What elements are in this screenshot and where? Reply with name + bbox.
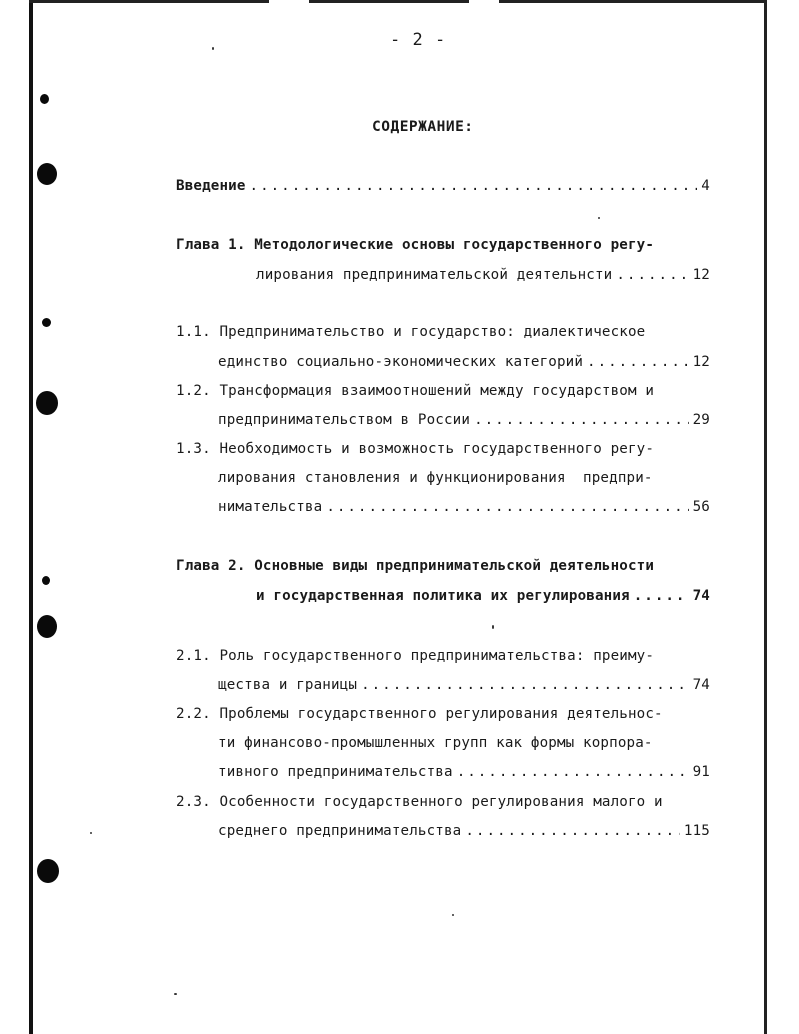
toc-leader-dots [361, 677, 689, 693]
toc-entry-chapter2 [256, 588, 710, 604]
toc-entry-s1-1 [218, 354, 710, 370]
page-edge-right [764, 0, 767, 1034]
binder-mark [42, 576, 50, 585]
toc-s1-3-line1: 1.3. Необходимость и возможность государственного регу- [176, 441, 655, 457]
toc-s1-1-page: 12 [692, 354, 710, 370]
toc-s1-3-line3: нимательства [218, 499, 323, 515]
toc-chapter2-line2: и государственная политика их регулирования [256, 588, 630, 604]
toc-s2-1-page: 74 [692, 677, 710, 693]
scan-speck [492, 625, 494, 629]
toc-s1-3-page: 56 [692, 499, 710, 515]
toc-leader-dots [250, 178, 698, 194]
toc-s2-1-line1: 2.1. Роль государственного предпринимательства: преиму- [176, 648, 655, 664]
toc-leader-dots [634, 588, 689, 604]
binder-mark [40, 94, 49, 104]
toc-leader-dots [587, 354, 689, 370]
toc-chapter2-page: 74 [692, 588, 710, 604]
toc-entry-chapter1 [256, 267, 710, 283]
toc-entry-s1-3 [218, 499, 710, 515]
scan-speck [452, 914, 454, 916]
toc-s1-1-line1: 1.1. Предпринимательство и государство: диалектическое [176, 324, 646, 340]
binder-hole [37, 859, 59, 883]
scan-speck [598, 217, 600, 219]
toc-s2-3-line2: среднего предпринимательства [218, 823, 462, 839]
toc-chapter1-line1: Глава 1. Методологические основы государственного регу- [176, 237, 655, 253]
scan-speck [174, 993, 177, 995]
toc-entry-intro [176, 178, 710, 194]
page-edge-left [29, 0, 33, 1034]
toc-leader-dots [465, 823, 680, 839]
toc-intro-page: 4 [701, 178, 710, 194]
binder-hole [37, 615, 57, 638]
scan-speck [212, 47, 214, 50]
toc-s2-3-line1: 2.3. Особенности государственного регулирования малого и [176, 794, 663, 810]
toc-s1-3-line2: лирования становления и функционирования предпри- [218, 470, 653, 486]
toc-intro-label: Введение [176, 178, 246, 194]
page-edge-top [29, 0, 767, 3]
toc-entry-s2-2 [218, 764, 710, 780]
toc-entry-s2-3 [218, 823, 710, 839]
toc-s2-3-page: 115 [683, 823, 710, 839]
toc-s2-2-page: 91 [692, 764, 710, 780]
toc-leader-dots [326, 499, 688, 515]
toc-s1-2-line2: предпринимательством в России [218, 412, 471, 428]
toc-entry-s1-2 [218, 412, 710, 428]
toc-chapter2-line1: Глава 2. Основные виды предпринимательской деятельности [176, 558, 655, 574]
toc-s1-2-line1: 1.2. Трансформация взаимоотношений между государством и [176, 383, 655, 399]
binder-hole [36, 391, 58, 415]
scan-speck [90, 832, 92, 834]
toc-s2-1-line2: щества и границы [218, 677, 358, 693]
toc-leader-dots [457, 764, 689, 780]
toc-s1-2-page: 29 [692, 412, 710, 428]
toc-chapter1-page: 12 [692, 267, 710, 283]
toc-s2-2-line2: ти финансово-промышленных групп как формы корпора- [218, 735, 653, 751]
toc-chapter1-line2: лирования предпринимательской деятельнсти [256, 267, 613, 283]
page-number: - 2 - [390, 30, 447, 50]
toc-leader-dots [616, 267, 688, 283]
toc-s2-2-line1: 2.2. Проблемы государственного регулирования деятельнос- [176, 706, 663, 722]
toc-leader-dots [474, 412, 689, 428]
toc-s1-1-line2: единство социально-экономических категорий [218, 354, 584, 370]
binder-mark [42, 318, 51, 327]
toc-entry-s2-1 [218, 677, 710, 693]
binder-hole [37, 163, 57, 185]
page-title: СОДЕРЖАНИЕ: [372, 119, 474, 135]
toc-s2-2-line3: тивного предпринимательства [218, 764, 453, 780]
